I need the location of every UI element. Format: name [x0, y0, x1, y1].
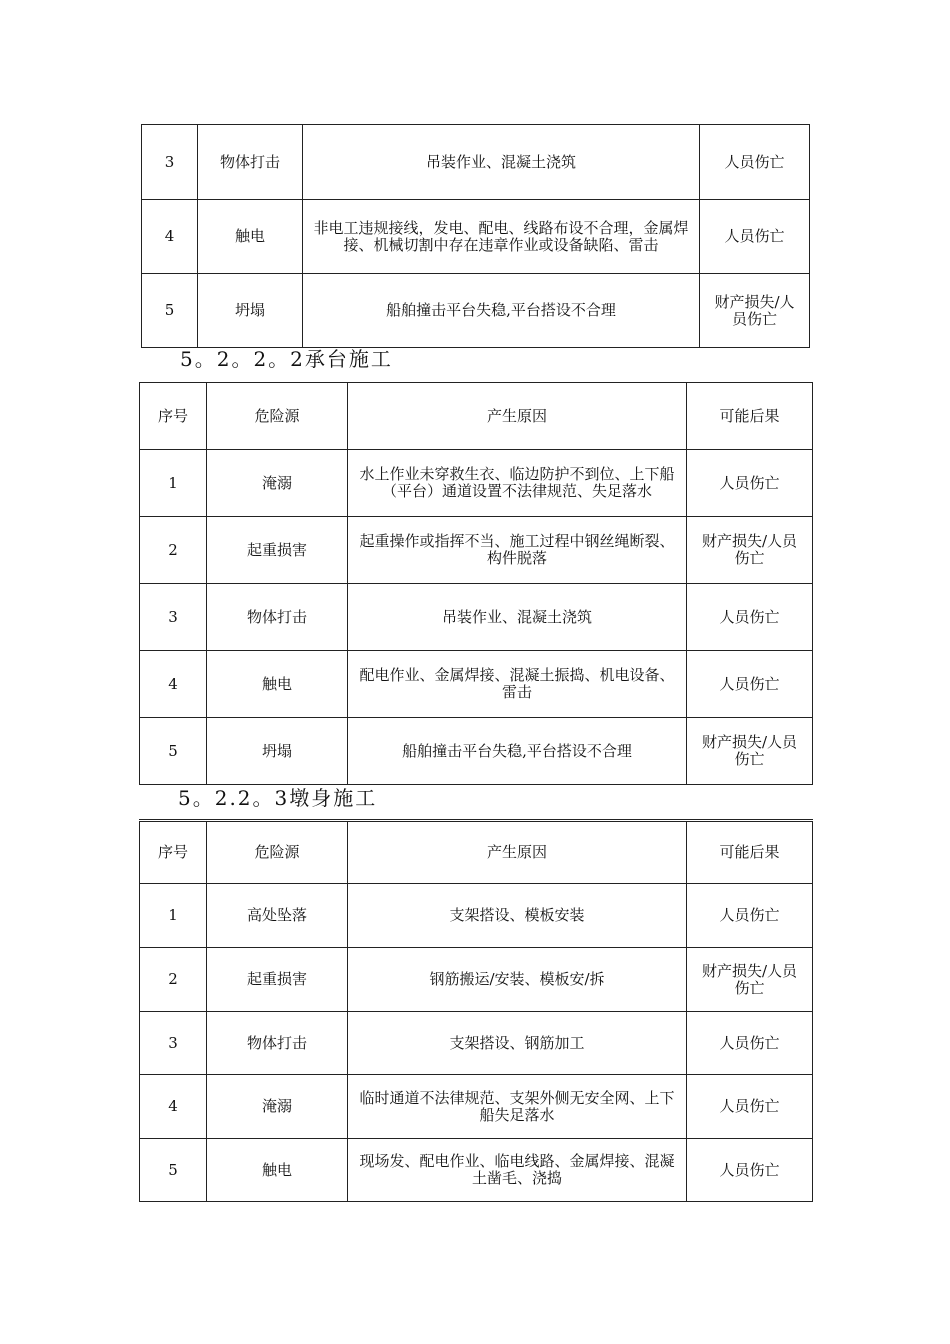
column-header-number: 序号 — [140, 821, 207, 884]
hazard-consequence: 人员伤亡 — [687, 584, 813, 651]
hazard-reason: 吊装作业、混凝土浇筑 — [303, 125, 700, 200]
row-number: 5 — [142, 274, 198, 348]
section-heading-pier-construction: 5。2.2。3墩身施工 — [178, 786, 378, 810]
column-header-reason: 产生原因 — [348, 821, 687, 884]
row-number: 2 — [140, 517, 207, 584]
hazard-reason: 起重操作或指挥不当、施工过程中钢丝绳断裂、构件脱落 — [348, 517, 687, 584]
hazard-reason: 临时通道不法律规范、支架外侧无安全网、上下船失足落水 — [348, 1075, 687, 1139]
hazard-reason: 船舶撞击平台失稳,平台搭设不合理 — [303, 274, 700, 348]
table-row — [140, 651, 813, 718]
hazard-source: 起重损害 — [207, 517, 348, 584]
hazard-consequence: 人员伤亡 — [687, 1139, 813, 1202]
row-number: 3 — [140, 1012, 207, 1075]
hazard-source: 坍塌 — [207, 718, 348, 785]
row-number: 1 — [140, 884, 207, 948]
hazard-table-cap — [139, 382, 813, 785]
table-row — [140, 718, 813, 785]
table-row — [142, 274, 810, 348]
hazard-consequence: 财产损失/人员伤亡 — [687, 948, 813, 1012]
table-row — [140, 884, 813, 948]
hazard-consequence: 人员伤亡 — [687, 884, 813, 948]
hazard-consequence: 财产损失/人员伤亡 — [687, 718, 813, 785]
table-header-row — [140, 383, 813, 450]
table-row — [142, 200, 810, 274]
hazard-reason: 钢筋搬运/安装、模板安/拆 — [348, 948, 687, 1012]
hazard-reason: 非电工违规接线，发电、配电、线路布设不合理，金属焊接、机械切割中存在违章作业或设备缺陷、雷击 — [303, 200, 700, 274]
hazard-reason: 船舶撞击平台失稳,平台搭设不合理 — [348, 718, 687, 785]
hazard-source: 物体打击 — [207, 1012, 348, 1075]
row-number: 3 — [142, 125, 198, 200]
row-number: 5 — [140, 1139, 207, 1202]
table-row — [142, 125, 810, 200]
table-row — [140, 517, 813, 584]
column-header-consequence: 可能后果 — [687, 383, 813, 450]
column-header-number: 序号 — [140, 383, 207, 450]
hazard-reason: 现场发、配电作业、临电线路、金属焊接、混凝土凿毛、浇捣 — [348, 1139, 687, 1202]
row-number: 4 — [142, 200, 198, 274]
hazard-table-continued — [141, 124, 810, 348]
hazard-reason: 配电作业、金属焊接、混凝土振捣、机电设备、雷击 — [348, 651, 687, 718]
table-header-row — [140, 821, 813, 884]
hazard-table-pier — [139, 819, 813, 1202]
table-row — [140, 584, 813, 651]
hazard-consequence: 人员伤亡 — [700, 200, 810, 274]
row-number: 4 — [140, 1075, 207, 1139]
hazard-reason: 支架搭设、钢筋加工 — [348, 1012, 687, 1075]
table-row — [140, 1075, 813, 1139]
column-header-hazard: 危险源 — [207, 821, 348, 884]
hazard-consequence: 人员伤亡 — [700, 125, 810, 200]
hazard-source: 淹溺 — [207, 450, 348, 517]
row-number: 1 — [140, 450, 207, 517]
hazard-source: 触电 — [207, 651, 348, 718]
hazard-consequence: 人员伤亡 — [687, 1012, 813, 1075]
hazard-source: 起重损害 — [207, 948, 348, 1012]
hazard-source: 高处坠落 — [207, 884, 348, 948]
table-row — [140, 1012, 813, 1075]
column-header-reason: 产生原因 — [348, 383, 687, 450]
hazard-reason: 水上作业未穿救生衣、临边防护不到位、上下船（平台）通道设置不法律规范、失足落水 — [348, 450, 687, 517]
hazard-consequence: 人员伤亡 — [687, 450, 813, 517]
hazard-reason: 吊装作业、混凝土浇筑 — [348, 584, 687, 651]
table-row — [140, 1139, 813, 1202]
hazard-source: 坍塌 — [198, 274, 303, 348]
table-row — [140, 948, 813, 1012]
row-number: 4 — [140, 651, 207, 718]
hazard-reason: 支架搭设、模板安装 — [348, 884, 687, 948]
hazard-source: 物体打击 — [198, 125, 303, 200]
column-header-hazard: 危险源 — [207, 383, 348, 450]
row-number: 5 — [140, 718, 207, 785]
table-row — [140, 450, 813, 517]
hazard-source: 触电 — [198, 200, 303, 274]
hazard-consequence: 财产损失/人员伤亡 — [687, 517, 813, 584]
hazard-source: 淹溺 — [207, 1075, 348, 1139]
hazard-consequence: 财产损失/人员伤亡 — [700, 274, 810, 348]
row-number: 2 — [140, 948, 207, 1012]
hazard-source: 触电 — [207, 1139, 348, 1202]
hazard-consequence: 人员伤亡 — [687, 1075, 813, 1139]
hazard-consequence: 人员伤亡 — [687, 651, 813, 718]
hazard-source: 物体打击 — [207, 584, 348, 651]
section-heading-cap-construction: 5。2。2。2承台施工 — [180, 347, 393, 371]
column-header-consequence: 可能后果 — [687, 821, 813, 884]
row-number: 3 — [140, 584, 207, 651]
